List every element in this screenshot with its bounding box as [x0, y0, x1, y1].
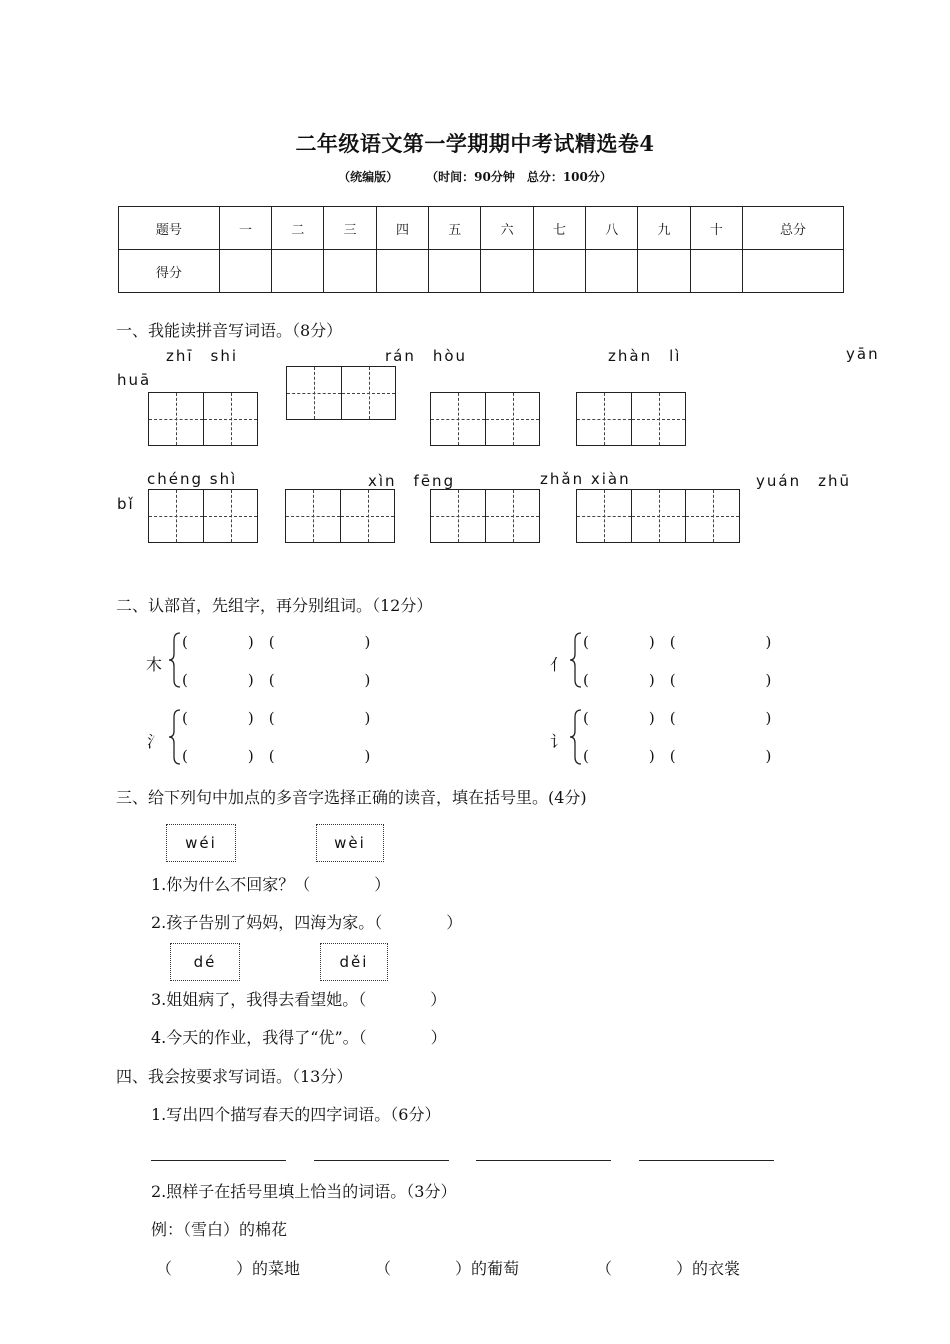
writing-grid[interactable] — [285, 489, 395, 543]
question-3-3[interactable]: 3.姐姐病了，我得去看望她。（ ） — [151, 990, 447, 1009]
score-table-score-row — [119, 250, 844, 293]
score-input-cell[interactable] — [272, 250, 324, 293]
writing-grid[interactable] — [430, 392, 540, 446]
score-input-cell[interactable] — [429, 250, 481, 293]
score-header-cell: 十 — [690, 207, 742, 250]
brace-icon — [569, 632, 583, 688]
answer-line[interactable] — [314, 1160, 449, 1161]
grid-cell[interactable] — [577, 393, 631, 445]
writing-grid[interactable] — [286, 366, 396, 420]
writing-grid[interactable] — [576, 392, 686, 446]
writing-grid[interactable] — [148, 392, 258, 446]
answer-parens[interactable]: ( ) ( ) — [583, 747, 772, 765]
fill-blank-item[interactable]: （ ）的衣裳 — [596, 1259, 741, 1278]
pinyin-label: zhī shi — [166, 347, 239, 365]
score-table-header-row — [119, 207, 844, 250]
grid-cell[interactable] — [287, 367, 341, 419]
writing-grid[interactable] — [576, 489, 740, 543]
example-line: 例：（雪白）的棉花 — [151, 1220, 288, 1239]
section-4-heading: 四、我会按要求写词语。（13分） — [116, 1067, 353, 1086]
answer-parens[interactable]: ( ) ( ) — [182, 709, 371, 727]
score-input-cell[interactable] — [324, 250, 376, 293]
question-3-4[interactable]: 4.今天的作业，我得了“优”。（ ） — [151, 1028, 447, 1047]
pinyin-option-box: wèi — [316, 824, 384, 862]
answer-parens[interactable]: ( ) ( ) — [182, 671, 371, 689]
radical-label: 氵 — [147, 732, 164, 751]
answer-parens[interactable]: ( ) ( ) — [583, 671, 772, 689]
pinyin-option-box: dé — [170, 943, 240, 981]
pinyin-label: zhǎn xiàn — [540, 470, 631, 488]
edition-label: （统编版） — [338, 170, 399, 184]
writing-grid[interactable] — [148, 489, 258, 543]
question-3-2[interactable]: 2.孩子告别了妈妈，四海为家。（ ） — [151, 913, 463, 932]
radical-label: 讠 — [550, 732, 567, 751]
answer-line[interactable] — [151, 1160, 286, 1161]
section-1-heading: 一、我能读拼音写词语。（8分） — [116, 321, 343, 340]
writing-grid[interactable] — [430, 489, 540, 543]
radical-label: 木 — [146, 655, 163, 674]
answer-parens[interactable]: ( ) ( ) — [182, 633, 371, 651]
question-4-1: 1.写出四个描写春天的四字词语。（6分） — [151, 1105, 441, 1124]
grid-cell[interactable] — [286, 490, 340, 542]
section-3-heading: 三、给下列句中加点的多音字选择正确的读音，填在括号里。(4分) — [116, 788, 587, 807]
score-input-cell[interactable] — [533, 250, 585, 293]
score-header-cell: 四 — [376, 207, 428, 250]
pinyin-label: yuán zhū — [756, 472, 851, 490]
answer-parens[interactable]: ( ) ( ) — [583, 709, 772, 727]
grid-cell[interactable] — [431, 490, 485, 542]
score-header-cell: 总分 — [742, 207, 843, 250]
score-header-cell: 八 — [586, 207, 638, 250]
fill-blank-item[interactable]: （ ）的葡萄 — [375, 1259, 520, 1278]
score-input-cell[interactable] — [690, 250, 742, 293]
grid-cell[interactable] — [340, 490, 394, 542]
pinyin-label: bǐ — [117, 495, 135, 513]
grid-cell[interactable] — [485, 393, 539, 445]
grid-cell[interactable] — [631, 393, 685, 445]
score-header-cell: 一 — [219, 207, 271, 250]
grid-cell[interactable] — [577, 490, 631, 542]
score-input-cell[interactable] — [586, 250, 638, 293]
question-4-2: 2.照样子在括号里填上恰当的词语。（3分） — [151, 1182, 457, 1201]
score-header-cell: 七 — [533, 207, 585, 250]
score-header-cell: 题号 — [119, 207, 220, 250]
grid-cell[interactable] — [431, 393, 485, 445]
page-title: 二年级语文第一学期期中考试精选卷4 — [295, 131, 655, 156]
section-2-heading: 二、认部首，先组字，再分别组词。（12分） — [116, 596, 433, 615]
pinyin-label: chéng shì — [147, 470, 238, 488]
brace-icon — [168, 709, 182, 765]
answer-parens[interactable]: ( ) ( ) — [182, 747, 371, 765]
score-input-cell[interactable] — [376, 250, 428, 293]
score-header-cell: 五 — [429, 207, 481, 250]
question-3-1[interactable]: 1.你为什么不回家？（ ） — [151, 875, 391, 894]
score-header-cell: 九 — [638, 207, 690, 250]
grid-cell[interactable] — [149, 490, 203, 542]
score-header-cell: 三 — [324, 207, 376, 250]
grid-cell[interactable] — [203, 393, 257, 445]
radical-label: 亻 — [550, 655, 567, 674]
grid-cell[interactable] — [203, 490, 257, 542]
answer-line[interactable] — [639, 1160, 774, 1161]
grid-cell[interactable] — [341, 367, 395, 419]
brace-icon — [168, 632, 182, 688]
grid-cell[interactable] — [631, 490, 685, 542]
pinyin-label: rán hòu — [385, 347, 468, 365]
fill-blank-item[interactable]: （ ）的菜地 — [156, 1259, 301, 1278]
grid-cell[interactable] — [485, 490, 539, 542]
pinyin-label: zhàn lì — [608, 347, 682, 365]
pinyin-option-box: wéi — [166, 824, 236, 862]
score-input-cell[interactable] — [219, 250, 271, 293]
page-subtitle — [0, 168, 950, 185]
answer-parens[interactable]: ( ) ( ) — [583, 633, 772, 651]
brace-icon — [569, 709, 583, 765]
score-row-label: 得分 — [119, 250, 220, 293]
time-score-info: （时间：90分钟 总分：100分） — [432, 170, 612, 184]
pinyin-label: huā — [117, 371, 152, 389]
grid-cell[interactable] — [685, 490, 739, 542]
score-header-cell: 二 — [272, 207, 324, 250]
score-input-cell[interactable] — [481, 250, 533, 293]
answer-line[interactable] — [476, 1160, 611, 1161]
pinyin-label: yān — [846, 345, 880, 363]
score-input-cell[interactable] — [638, 250, 690, 293]
grid-cell[interactable] — [149, 393, 203, 445]
score-table — [118, 206, 844, 293]
score-header-cell: 六 — [481, 207, 533, 250]
pinyin-label: xìn fēng — [368, 472, 456, 490]
pinyin-option-box: děi — [320, 943, 388, 981]
score-input-cell[interactable] — [742, 250, 843, 293]
